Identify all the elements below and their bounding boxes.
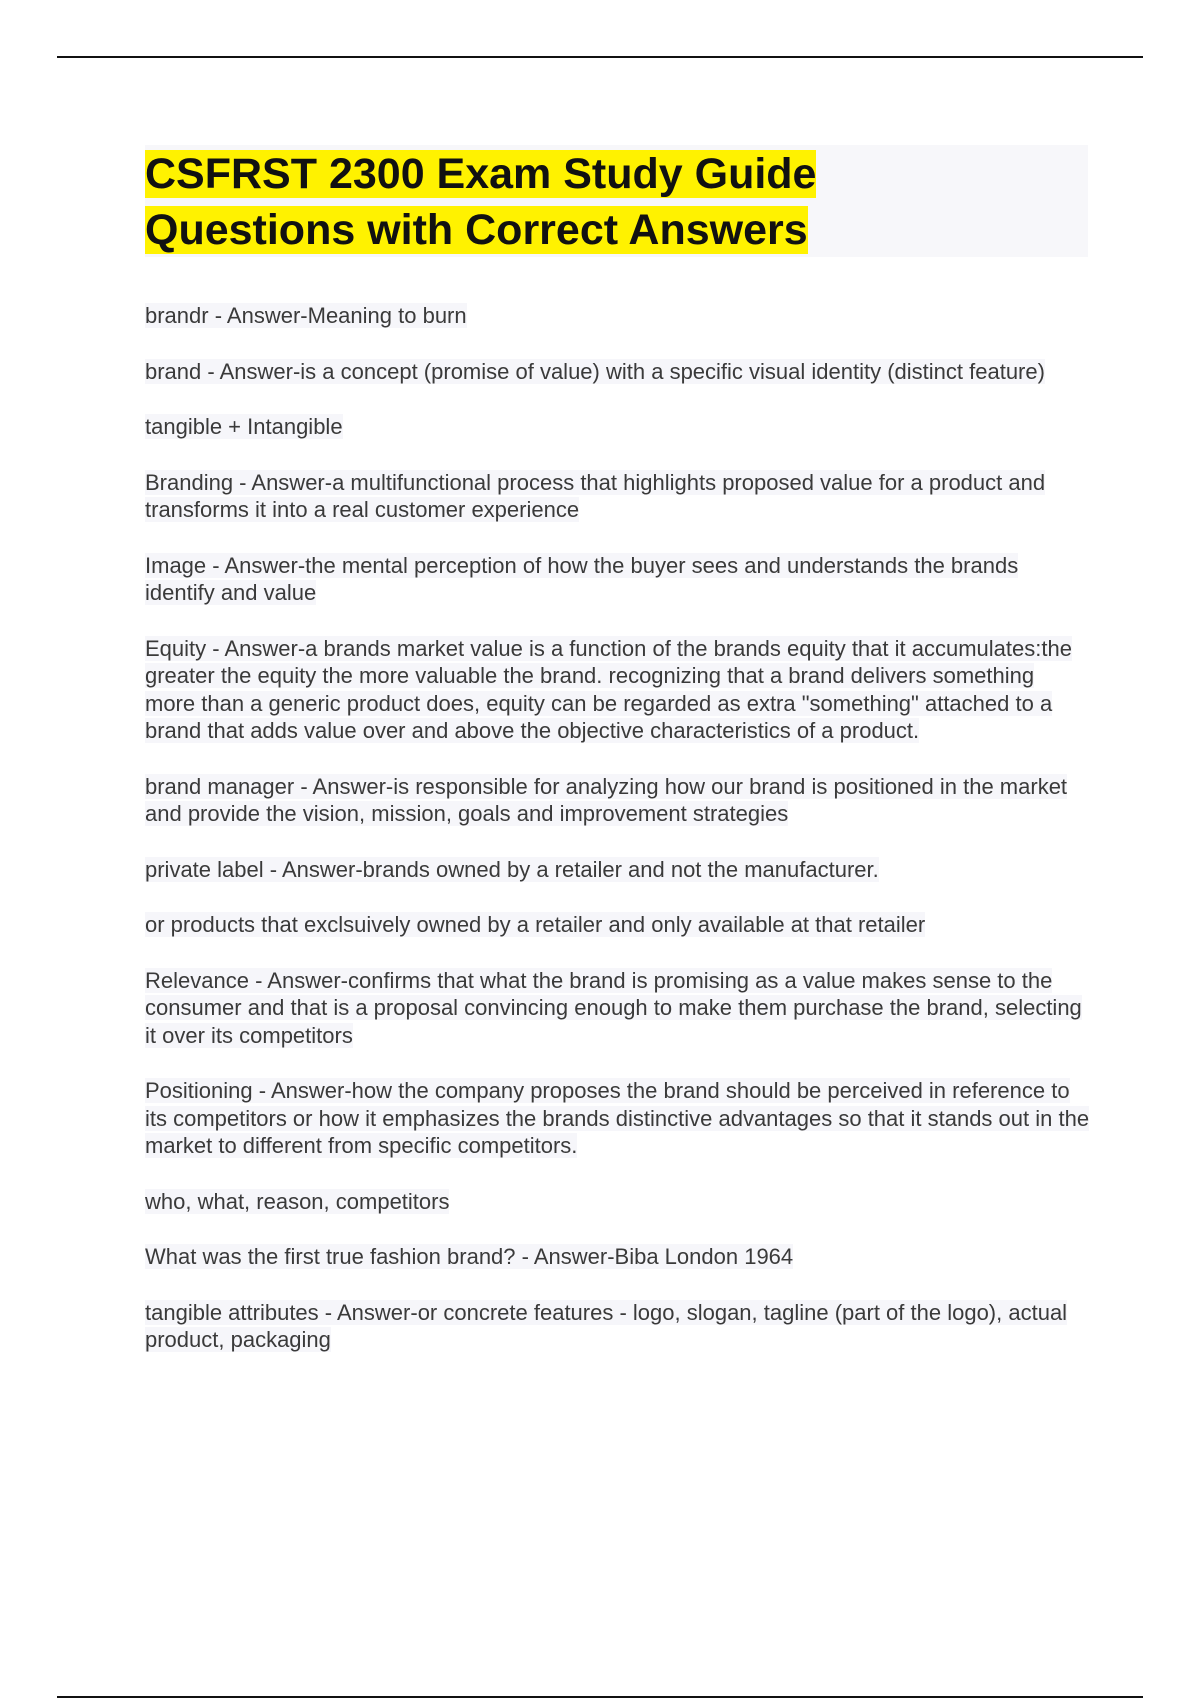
entry-branding xyxy=(145,469,1090,524)
entry-text: brand - Answer-is a concept (promise of value) with a specific visual identity (distinct feature) xyxy=(145,358,1045,384)
entry-text: Positioning - Answer-how the company proposes the brand should be perceived in reference to its competitors or how it emphasizes the brands distinctive advantages so that it stands out in the market to different from specific competitors. xyxy=(145,1078,1090,1158)
entry-brand-manager xyxy=(145,773,1090,828)
entry-first-fashion-brand xyxy=(145,1243,1090,1271)
entry-text: tangible attributes - Answer-or concrete features - logo, slogan, tagline (part of the logo), actual product, packaging xyxy=(145,1299,1068,1352)
entry-positioning xyxy=(145,1077,1090,1160)
entry-image xyxy=(145,552,1090,607)
entry-text: What was the first true fashion brand? - Answer-Biba London 1964 xyxy=(145,1244,794,1269)
entry-positioning-note xyxy=(145,1188,1090,1216)
title-line-2: Questions with Correct Answers xyxy=(145,206,808,254)
entry-text: tangible + Intangible xyxy=(145,414,343,439)
entry-text: brand manager - Answer-is responsible for analyzing how our brand is positioned in the market and provide the vision, mission, goals and improvement strategies xyxy=(145,773,1068,826)
entry-private-label xyxy=(145,856,1090,884)
entry-text: or products that exclsuively owned by a retailer and only available at that retailer xyxy=(145,912,926,937)
entry-tangible-attributes xyxy=(145,1299,1090,1354)
entry-brandr xyxy=(145,302,1090,330)
entry-text: brandr - Answer-Meaning to burn xyxy=(145,303,467,328)
entry-brand xyxy=(145,358,1090,386)
entry-text: Equity - Answer-a brands market value is a function of the brands equity that it accumulates:the greater the equity the more valuable the brand. recognizing that a brand delivers something more than a generic product does, equity can be regarded as extra "something" attached to a brand that adds value over and above the objective characteristics of a product. xyxy=(145,635,1072,743)
entry-equity xyxy=(145,635,1090,745)
entry-text: Relevance - Answer-confirms that what the brand is promising as a value makes sense to the consumer and that is a proposal convincing enough to make them purchase the brand, selecting it over its competitors xyxy=(145,967,1082,1048)
entry-relevance xyxy=(145,967,1090,1050)
entry-text: who, what, reason, competitors xyxy=(145,1188,450,1214)
entry-text: private label - Answer-brands owned by a retailer and not the manufacturer. xyxy=(145,856,879,882)
entry-text: Image - Answer-the mental perception of how the buyer sees and understands the brands identify and value xyxy=(145,552,1019,605)
entry-private-label-note xyxy=(145,911,1090,939)
top-rule xyxy=(57,56,1143,58)
bottom-rule xyxy=(57,1696,1143,1698)
entry-text: Branding - Answer-a multifunctional process that highlights proposed value for a product and transforms it into a real customer experience xyxy=(145,469,1046,522)
page-title xyxy=(145,146,816,258)
study-guide-content xyxy=(145,302,1090,1382)
title-line-1: CSFRST 2300 Exam Study Guide xyxy=(145,150,817,198)
entry-tangible-intangible xyxy=(145,413,1090,441)
